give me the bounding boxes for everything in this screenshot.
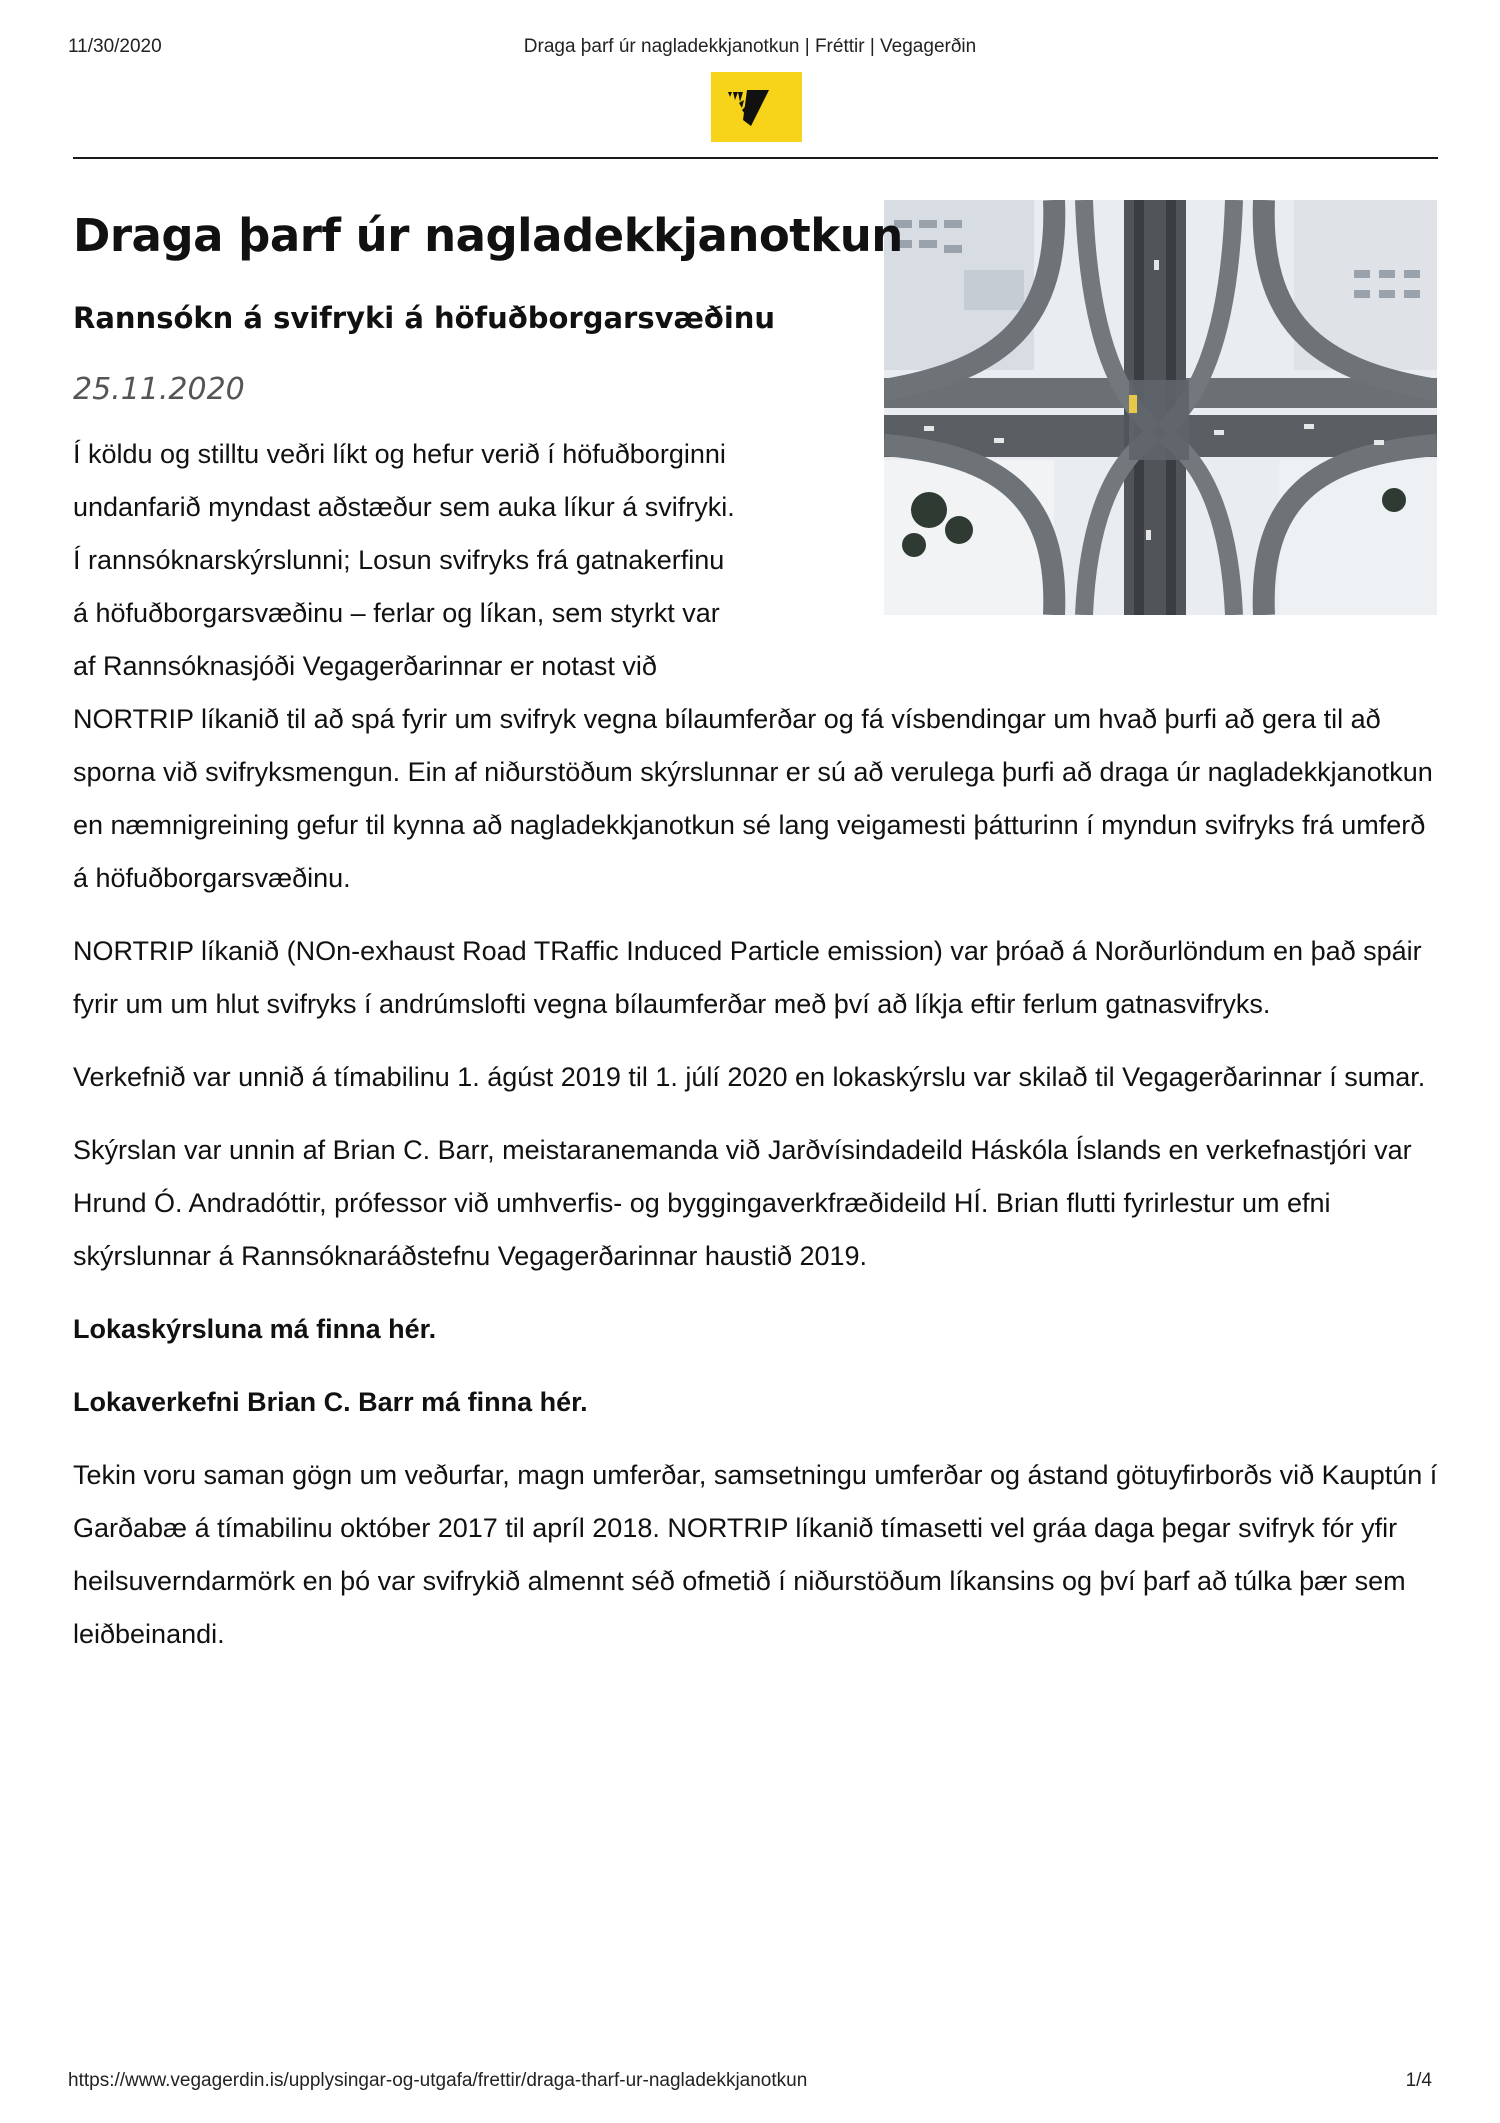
vegagerdin-logo[interactable] <box>711 72 802 142</box>
paragraph-period: Verkefnið var unnið á tímabilinu 1. ágúst 2019 til 1. júlí 2020 en lokaskýrslu var skilað til Vegagerðarinnar í sumar. <box>73 1062 1426 1092</box>
final-report-link[interactable]: Lokaskýrsluna má finna hér. <box>73 1314 437 1344</box>
intro-line: Í rannsóknarskýrslunni; Losun svifryks frá gatnakerfinu <box>73 545 725 575</box>
article-body <box>73 428 1438 1661</box>
page-url: https://www.vegagerdin.is/upplysingar-og-utgafa/frettir/draga-tharf-ur-nagladekkjanotkun <box>68 2070 808 2091</box>
intro-rest: NORTRIP líkanið til að spá fyrir um svifryk vegna bílaumferðar og fá vísbendingar um hvað þurfi að gera til að sporna við svifryksmengun. Ein af niðurstöðum skýrslunnar er sú að verulega þurfi að draga úr nagladekkjanotkun en næmnigreining gefur til kynna að nagladekkjanotkun sé lang veigamesti þátturinn í myndun svifryks frá umferð á höfuðborgarsvæðinu. <box>73 704 1433 893</box>
intro-line: á höfuðborgarsvæðinu – ferlar og líkan, sem styrkt var <box>73 598 720 628</box>
thesis-link[interactable]: Lokaverkefni Brian C. Barr má finna hér. <box>73 1387 588 1417</box>
article-date: 25.11.2020 <box>73 372 245 407</box>
article-subtitle: Rannsókn á svifryki á höfuðborgarsvæðinu <box>73 301 776 335</box>
article-title: Draga þarf úr nagladekkjanotkun <box>73 209 903 262</box>
print-page-title: Draga þarf úr nagladekkjanotkun | Fréttir | Vegagerðin <box>523 36 977 57</box>
article <box>73 205 1438 1661</box>
paragraph-intro <box>73 428 1433 905</box>
intro-line: af Rannsóknasjóði Vegagerðarinnar er notast við <box>73 651 657 681</box>
intro-line: undanfarið myndast aðstæður sem auka líkur á svifryki. <box>73 492 735 522</box>
print-header <box>68 36 1432 58</box>
print-footer <box>68 2070 1432 2092</box>
header-divider <box>73 157 1438 159</box>
intro-line: Í köldu og stilltu veðri líkt og hefur verið í höfuðborginni <box>73 439 726 469</box>
print-date: 11/30/2020 <box>68 36 162 57</box>
page-number: 1/4 <box>1405 2070 1432 2091</box>
paragraph-nortrip: NORTRIP líkanið (NOn-exhaust Road TRaffic Induced Particle emission) var þróað á Norðurlöndum en það spáir fyrir um um hlut svifryks í andrúmslofti vegna bílaumferðar með því að líkja eftir ferlum gatnasvifryks. <box>73 936 1422 1019</box>
paragraph-data: Tekin voru saman gögn um veðurfar, magn umferðar, samsetningu umferðar og ástand götuyfirborðs við Kauptún í Garðabæ á tímabilinu október 2017 til apríl 2018. NORTRIP líkanið tímasetti vel gráa daga þegar svifryk fór yfir heilsuverndarmörk en þó var svifrykið almennt séð ofmetið í niðurstöðum líkansins og því þarf að túlka þær sem leiðbeinandi. <box>73 1460 1438 1649</box>
paragraph-authors: Skýrslan var unnin af Brian C. Barr, meistaranemanda við Jarðvísindadeild Háskóla Íslands en verkefnastjóri var Hrund Ó. Andradóttir, prófessor við umhverfis- og byggingaverkfræðideild HÍ. Brian flutti fyrirlestur um efni skýrslunnar á Rannsóknaráðstefnu Vegagerðarinnar haustið 2019. <box>73 1135 1412 1271</box>
